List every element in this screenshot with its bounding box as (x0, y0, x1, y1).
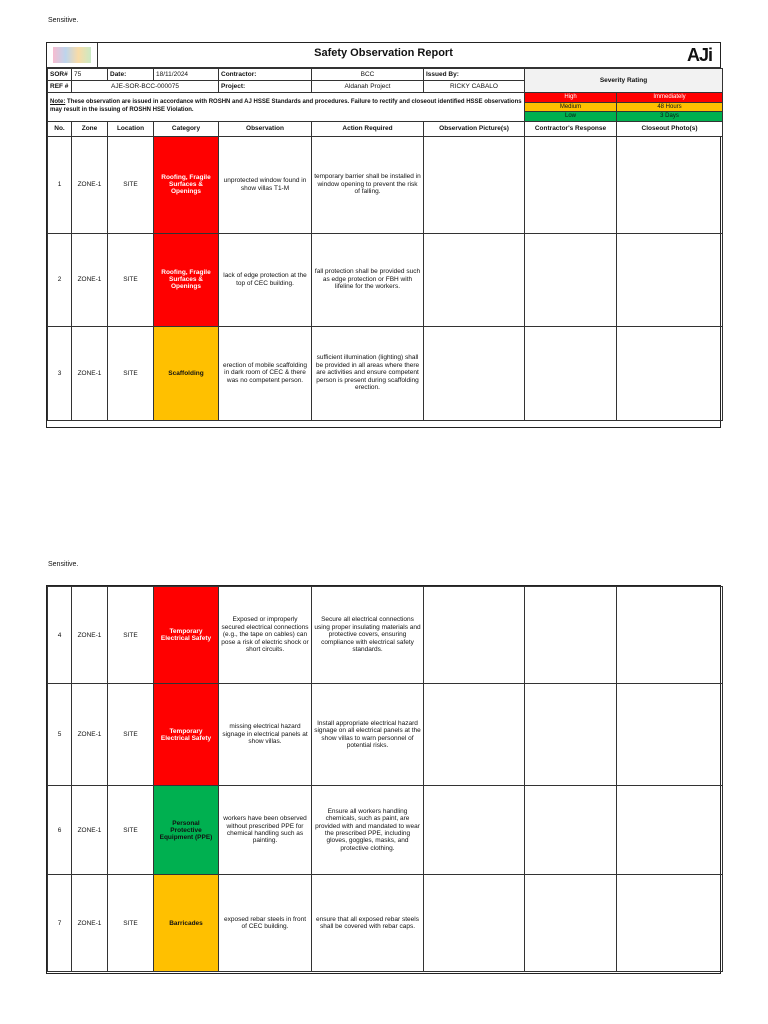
row-zone: ZONE-1 (72, 786, 108, 875)
row-observation: lack of edge protection at the top of CEC building. (219, 233, 312, 326)
ref-value: AJE-SOR-BCC-000075 (72, 81, 219, 93)
row-category: Roofing, Fragile Surfaces & Openings (154, 233, 219, 326)
sor-value: 75 (72, 69, 108, 81)
severity-medium-time: 48 Hours (617, 102, 723, 112)
row-closeout-photo (617, 587, 723, 684)
row-location: SITE (108, 233, 154, 326)
row-observation: unprotected window found in show villas T1-M (219, 136, 312, 233)
observation-row-5 (48, 684, 723, 786)
row-observation: exposed rebar steels in front of CEC building. (219, 875, 312, 972)
severity-low-level: Low (525, 112, 617, 122)
row-category: Personal Protective Equipment (PPE) (154, 786, 219, 875)
row-contractor-response (525, 587, 617, 684)
row-zone: ZONE-1 (72, 326, 108, 420)
row-category: Roofing, Fragile Surfaces & Openings (154, 136, 219, 233)
row-location: SITE (108, 587, 154, 684)
row-category: Temporary Electrical Safety (154, 587, 219, 684)
col-location: Location (108, 121, 154, 136)
row-contractor-response (525, 136, 617, 233)
row-observation-picture (424, 786, 525, 875)
sensitivity-label: Sensitive. (48, 17, 79, 24)
row-contractor-response (525, 326, 617, 420)
row-observation-picture (424, 326, 525, 420)
severity-high-level: High (525, 93, 617, 103)
contractor-label: Contractor: (219, 69, 312, 81)
row-observation: Exposed or improperly secured electrical connections (e.g., the tape on cables) can pose a risk of electric shock or short circuits. (219, 587, 312, 684)
row-closeout-photo (617, 233, 723, 326)
sensitivity-label: Sensitive. (48, 561, 79, 568)
row-contractor-response (525, 875, 617, 972)
row-zone: ZONE-1 (72, 875, 108, 972)
col-category: Category (154, 121, 219, 136)
observation-row-4 (48, 587, 723, 684)
row-zone: ZONE-1 (72, 233, 108, 326)
row-closeout-photo (617, 136, 723, 233)
row-action-required: Install appropriate electrical hazard signage on all electrical panels at the show villas to warn personnel of potential risks. (312, 684, 424, 786)
row-location: SITE (108, 136, 154, 233)
row-action-required: Secure all electrical connections using proper insulating materials and protective covers, ensuring compliance with electrical safety standards. (312, 587, 424, 684)
row-location: SITE (108, 684, 154, 786)
row-action-required: fall protection shall be provided such as edge protection or FBH with lifeline for the workers. (312, 233, 424, 326)
issued-by-label: Issued By: (424, 69, 525, 81)
row-observation-picture (424, 233, 525, 326)
col-no: No. (48, 121, 72, 136)
observation-table-2 (47, 586, 723, 972)
row-closeout-photo (617, 326, 723, 420)
sor-label: SOR# (48, 69, 72, 81)
date-label: Date: (108, 69, 154, 81)
row-number: 3 (48, 326, 72, 420)
note-text: Note: These observation are issued in accordance with ROSHN and AJ HSSE Standards and procedures. Failure to rectify and closeout identified HSSE observations may result in the issuing of ROSHN HSE Violation. (48, 93, 525, 122)
row-observation: workers have been observed without prescribed PPE for chemical handling such as painting. (219, 786, 312, 875)
row-observation-picture (424, 875, 525, 972)
col-action: Action Required (312, 121, 424, 136)
row-location: SITE (108, 875, 154, 972)
row-number: 5 (48, 684, 72, 786)
row-number: 1 (48, 136, 72, 233)
observation-row-7 (48, 875, 723, 972)
row-closeout-photo (617, 684, 723, 786)
row-zone: ZONE-1 (72, 587, 108, 684)
contractor-value: BCC (312, 69, 424, 81)
row-action-required: sufficient illumination (lighting) shall be provided in all areas where there are activities and ensure competent person is present during scaffolding erection. (312, 326, 424, 420)
row-number: 6 (48, 786, 72, 875)
col-observation-pictures: Observation Picture(s) (424, 121, 525, 136)
row-action-required: ensure that all exposed rebar steels shall be covered with rebar caps. (312, 875, 424, 972)
column-header-row (48, 121, 723, 136)
header-table (47, 68, 723, 421)
date-value: 18/11/2024 (154, 69, 219, 81)
row-location: SITE (108, 326, 154, 420)
observation-row-1 (48, 136, 723, 233)
aji-logo: AJi (686, 45, 712, 65)
col-closeout-photos: Closeout Photo(s) (617, 121, 723, 136)
report-page-2 (46, 585, 721, 974)
row-action-required: temporary barrier shall be installed in window opening to prevent the risk of falling. (312, 136, 424, 233)
row-observation: missing electrical hazard signage in electrical panels at show villas. (219, 684, 312, 786)
row-category: Barricades (154, 875, 219, 972)
row-closeout-photo (617, 875, 723, 972)
row-closeout-photo (617, 786, 723, 875)
project-value: Aldanah Project (312, 81, 424, 93)
row-observation-picture (424, 587, 525, 684)
col-zone: Zone (72, 121, 108, 136)
row-zone: ZONE-1 (72, 684, 108, 786)
observation-row-6 (48, 786, 723, 875)
observation-row-2 (48, 233, 723, 326)
row-observation: erection of mobile scaffolding in dark room of CEC & there was no competent person. (219, 326, 312, 420)
row-category: Temporary Electrical Safety (154, 684, 219, 786)
row-category: Scaffolding (154, 326, 219, 420)
row-contractor-response (525, 684, 617, 786)
row-observation-picture (424, 136, 525, 233)
severity-high-time: Immediately (617, 93, 723, 103)
ref-label: REF # (48, 81, 72, 93)
col-observation: Observation (219, 121, 312, 136)
row-number: 7 (48, 875, 72, 972)
project-label: Project: (219, 81, 312, 93)
severity-low-time: 3 Days (617, 112, 723, 122)
severity-heading: Severity Rating (525, 69, 723, 93)
row-action-required: Ensure all workers handling chemicals, such as paint, are provided with and mandated to wear the prescribed PPE, including gloves, goggles, masks, and protective clothing. (312, 786, 424, 875)
row-observation-picture (424, 684, 525, 786)
row-zone: ZONE-1 (72, 136, 108, 233)
row-number: 2 (48, 233, 72, 326)
row-location: SITE (108, 786, 154, 875)
row-contractor-response (525, 233, 617, 326)
issued-by-value: RICKY CABALO (424, 81, 525, 93)
col-contractor-response: Contractor's Response (525, 121, 617, 136)
report-title: Safety Observation Report (314, 47, 453, 59)
title-bar (47, 43, 720, 68)
report-page-1 (46, 42, 721, 428)
row-contractor-response (525, 786, 617, 875)
severity-medium-level: Medium (525, 102, 617, 112)
row-number: 4 (48, 587, 72, 684)
observation-row-3 (48, 326, 723, 420)
